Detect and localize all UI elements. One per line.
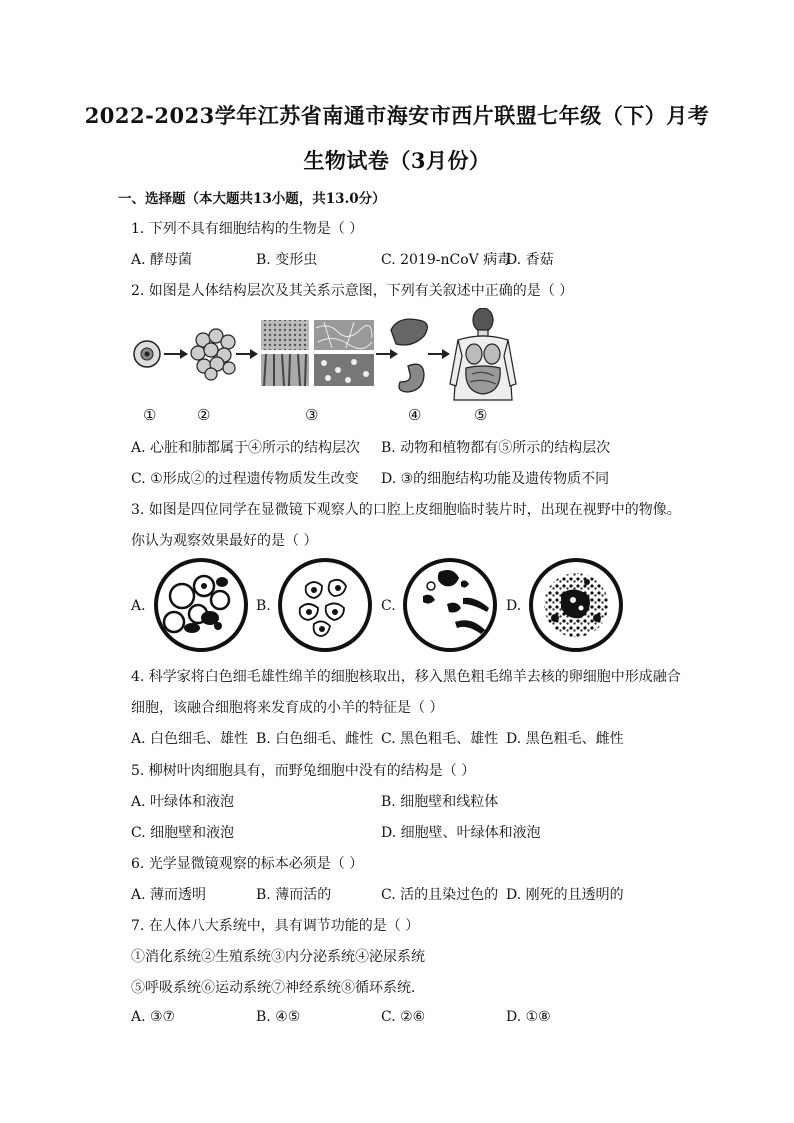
section-header: 一、选择题（本大题共13小题，共13.0分）: [118, 191, 386, 207]
figure-label-2: ②: [197, 406, 211, 424]
q3-option-d: D.: [506, 598, 522, 614]
microscope-view-b: [276, 556, 374, 654]
q5-option-a: A. 叶绿体和液泡: [131, 794, 235, 810]
figure-label-3: ③: [305, 406, 319, 424]
tissue-images: [261, 320, 374, 386]
question-5-stem: 5. 柳树叶肉细胞具有，而野兔细胞中没有的结构是（ ）: [131, 763, 476, 779]
q4-option-d: D. 黑色粗毛、雌性: [506, 731, 624, 747]
q3-option-c: C.: [381, 598, 396, 614]
q7-option-c: C. ②⑥: [381, 1009, 426, 1025]
q2-option-d: D. ③的细胞结构功能及遗传物质不同: [381, 471, 610, 487]
question-6-stem: 6. 光学显微镜观察的标本必须是（ ）: [131, 856, 364, 872]
q1-option-c: C. 2019-nCoV 病毒: [381, 252, 512, 268]
q6-option-a: A. 薄而透明: [131, 887, 207, 903]
q3-option-a: A.: [131, 598, 146, 614]
question-4-stem-line1: 4. 科学家将白色细毛雄性绵羊的细胞核取出，移入黑色粗毛绵羊去核的卵细胞中形成融合: [131, 669, 681, 685]
q4-option-c: C. 黑色粗毛、雄性: [381, 731, 499, 747]
organ-drawings: [391, 319, 427, 392]
microscope-view-a: [152, 556, 250, 654]
q2-option-a: A. 心脏和肺都属于④所示的结构层次: [131, 440, 361, 456]
q7-option-a: A. ③⑦: [131, 1009, 176, 1025]
figure-label-4: ④: [408, 406, 422, 424]
q1-option-d: D. 香菇: [506, 252, 554, 268]
figure-label-5: ⑤: [474, 406, 488, 424]
cell-drawing: [134, 341, 160, 367]
q4-option-b: B. 白色细毛、雌性: [256, 731, 374, 747]
q7-list-line2: ⑤呼吸系统⑥运动系统⑦神经系统⑧循环系统．: [131, 980, 425, 996]
q5-option-b: B. 细胞壁和线粒体: [381, 794, 499, 810]
question-3-stem-line1: 3. 如图是四位同学在显微镜下观察人的口腔上皮细胞临时装片时，出现在视野中的物像。: [131, 502, 681, 518]
q6-option-d: D. 刚死的且透明的: [506, 887, 624, 903]
q5-option-d: D. 细胞壁、叶绿体和液泡: [381, 825, 541, 841]
q7-option-d: D. ①⑧: [506, 1009, 551, 1025]
q2-option-b: B. 动物和植物都有⑤所示的结构层次: [381, 440, 611, 456]
exam-title-line1: 2022-2023学年江苏省南通市海安市西片联盟七年级（下）月考: [84, 103, 710, 128]
question-7-stem: 7. 在人体八大系统中，具有调节功能的是（ ）: [131, 918, 420, 934]
q4-option-a: A. 白色细毛、雄性: [131, 731, 249, 747]
exam-title-line2: 生物试卷（3月份）: [303, 148, 491, 173]
question-2-stem: 2. 如图是人体结构层次及其关系示意图，下列有关叙述中正确的是（ ）: [131, 283, 574, 299]
q6-option-b: B. 薄而活的: [256, 887, 332, 903]
q1-option-b: B. 变形虫: [256, 252, 318, 268]
question-4-stem-line2: 细胞，该融合细胞将来发育成的小羊的特征是（ ）: [131, 700, 444, 716]
question-1-stem: 1. 下列不具有细胞结构的生物是（ ）: [131, 221, 364, 237]
q7-list-line1: ①消化系统②生殖系统③内分泌系统④泌尿系统: [131, 949, 425, 965]
cell-cluster-drawing: [191, 329, 235, 380]
q7-option-b: B. ④⑤: [256, 1009, 301, 1025]
q1-option-a: A. 酵母菌: [131, 252, 193, 268]
human-body-drawing: [450, 308, 516, 400]
microscope-view-d: [527, 556, 625, 654]
q3-option-b: B.: [256, 598, 271, 614]
microscope-view-c: [401, 556, 499, 654]
q2-option-c: C. ①形成②的过程遗传物质发生改变: [131, 471, 359, 487]
q6-option-c: C. 活的且染过色的: [381, 887, 499, 903]
question-3-stem-line2: 你认为观察效果最好的是（ ）: [131, 533, 318, 549]
q5-option-c: C. 细胞壁和液泡: [131, 825, 235, 841]
body-hierarchy-figure: [128, 308, 528, 408]
figure-label-1: ①: [143, 406, 157, 424]
